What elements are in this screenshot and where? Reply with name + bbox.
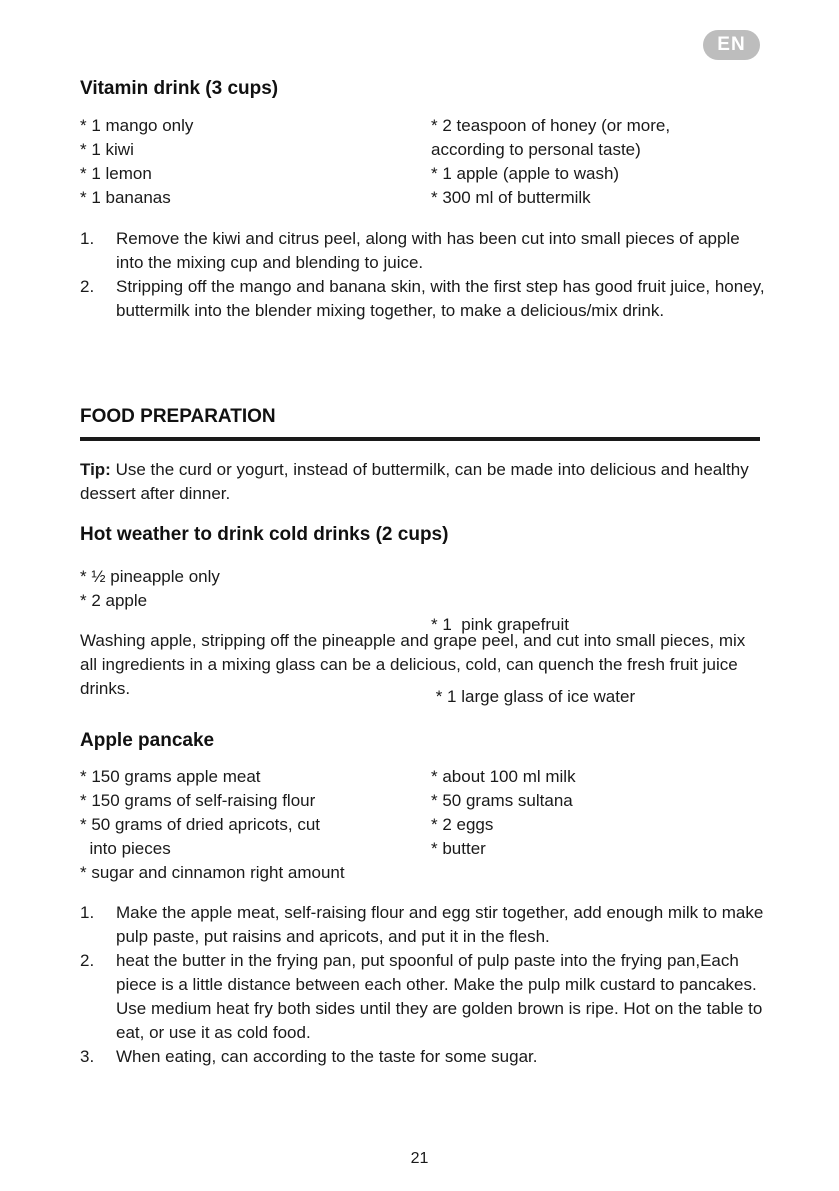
step-text: Make the apple meat, self-raising flour and egg stir together, add enough milk to make pulp paste, put raisins and apricots, and put it in the flesh. xyxy=(116,903,764,946)
ingredient-item: * 150 grams apple meat xyxy=(80,767,261,786)
tip-paragraph xyxy=(80,458,770,506)
page-number: 21 xyxy=(410,1150,429,1167)
ingredient-item: * 300 ml of buttermilk xyxy=(431,188,591,207)
hot-weather-text: Washing apple, stripping off the pineapple and grape peel, and cut into small pieces, mix all ingredients in a mixing glass can be a delicious, cold, can quench the fresh fruit juice drinks. xyxy=(80,631,746,698)
tip-text: Use the curd or yogurt, instead of buttermilk, can be made into delicious and healthy dessert after dinner. xyxy=(80,460,749,503)
tip-label: Tip: xyxy=(80,460,111,479)
hot-weather-title: Hot weather to drink cold drinks (2 cups) xyxy=(80,524,449,545)
step-text: Stripping off the mango and banana skin, with the first step has good fruit juice, honey, buttermilk into the blender mixing together, to make a delicious/mix drink. xyxy=(116,277,765,320)
section-divider xyxy=(80,437,760,441)
ingredient-item: * 1 large glass of ice water xyxy=(431,687,636,706)
ingredient-item: * 1 lemon xyxy=(80,164,152,183)
food-preparation-heading: FOOD PREPARATION xyxy=(80,406,276,427)
step-number: 2. xyxy=(80,277,95,296)
ingredient-item: * 150 grams of self-raising flour xyxy=(80,791,316,810)
ingredient-item: * 1 kiwi xyxy=(80,140,134,159)
pancake-ingredients-left xyxy=(80,765,345,885)
step-item xyxy=(80,901,770,949)
ingredient-item: * 50 grams of dried apricots, cut xyxy=(80,815,321,834)
ingredient-item: * 2 apple xyxy=(80,591,148,610)
ingredient-item: into pieces xyxy=(80,839,171,858)
step-item xyxy=(80,1045,770,1069)
step-item xyxy=(80,275,770,323)
ingredient-item: * 1 apple (apple to wash) xyxy=(431,164,620,183)
ingredient-item: * 50 grams sultana xyxy=(431,791,573,810)
step-number: 2. xyxy=(80,951,95,970)
step-item xyxy=(80,227,770,275)
ingredient-item: * 1 pink grapefruit xyxy=(431,615,569,634)
pancake-ingredients-right xyxy=(431,765,576,861)
hot-ingredients-left xyxy=(80,565,220,613)
step-number: 1. xyxy=(80,903,95,922)
ingredient-item: * about 100 ml milk xyxy=(431,767,576,786)
vitamin-ingredients-left xyxy=(80,114,193,210)
ingredient-item: * sugar and cinnamon right amount xyxy=(80,863,345,882)
step-text: heat the butter in the frying pan, put spoonful of pulp paste into the frying pan,Each piece is a little distance between each other. Make the pulp milk custard to pancakes. Use medium heat fry both sides until they are golden brown is ripe. Hot on the table to eat, or use it as cold food. xyxy=(116,951,763,1042)
pancake-steps xyxy=(80,901,770,1069)
step-item xyxy=(80,949,770,1045)
language-badge: EN xyxy=(703,30,760,60)
ingredient-item: * ½ pineapple only xyxy=(80,567,220,586)
step-text: When eating, can according to the taste for some sugar. xyxy=(116,1047,538,1066)
step-text: Remove the kiwi and citrus peel, along with has been cut into small pieces of apple into the mixing cup and blending to juice. xyxy=(116,229,740,272)
step-number: 3. xyxy=(80,1047,95,1066)
step-number: 1. xyxy=(80,229,95,248)
ingredient-item: according to personal taste) xyxy=(431,140,641,159)
ingredient-item: * 1 bananas xyxy=(80,188,171,207)
ingredient-item: * 1 mango only xyxy=(80,116,194,135)
ingredient-item: * 2 eggs xyxy=(431,815,494,834)
vitamin-drink-title: Vitamin drink (3 cups) xyxy=(80,78,279,99)
ingredient-item: * 2 teaspoon of honey (or more, xyxy=(431,116,671,135)
vitamin-ingredients-right xyxy=(431,114,670,210)
vitamin-steps xyxy=(80,227,770,323)
ingredient-item: * butter xyxy=(431,839,486,858)
apple-pancake-title: Apple pancake xyxy=(80,730,215,751)
